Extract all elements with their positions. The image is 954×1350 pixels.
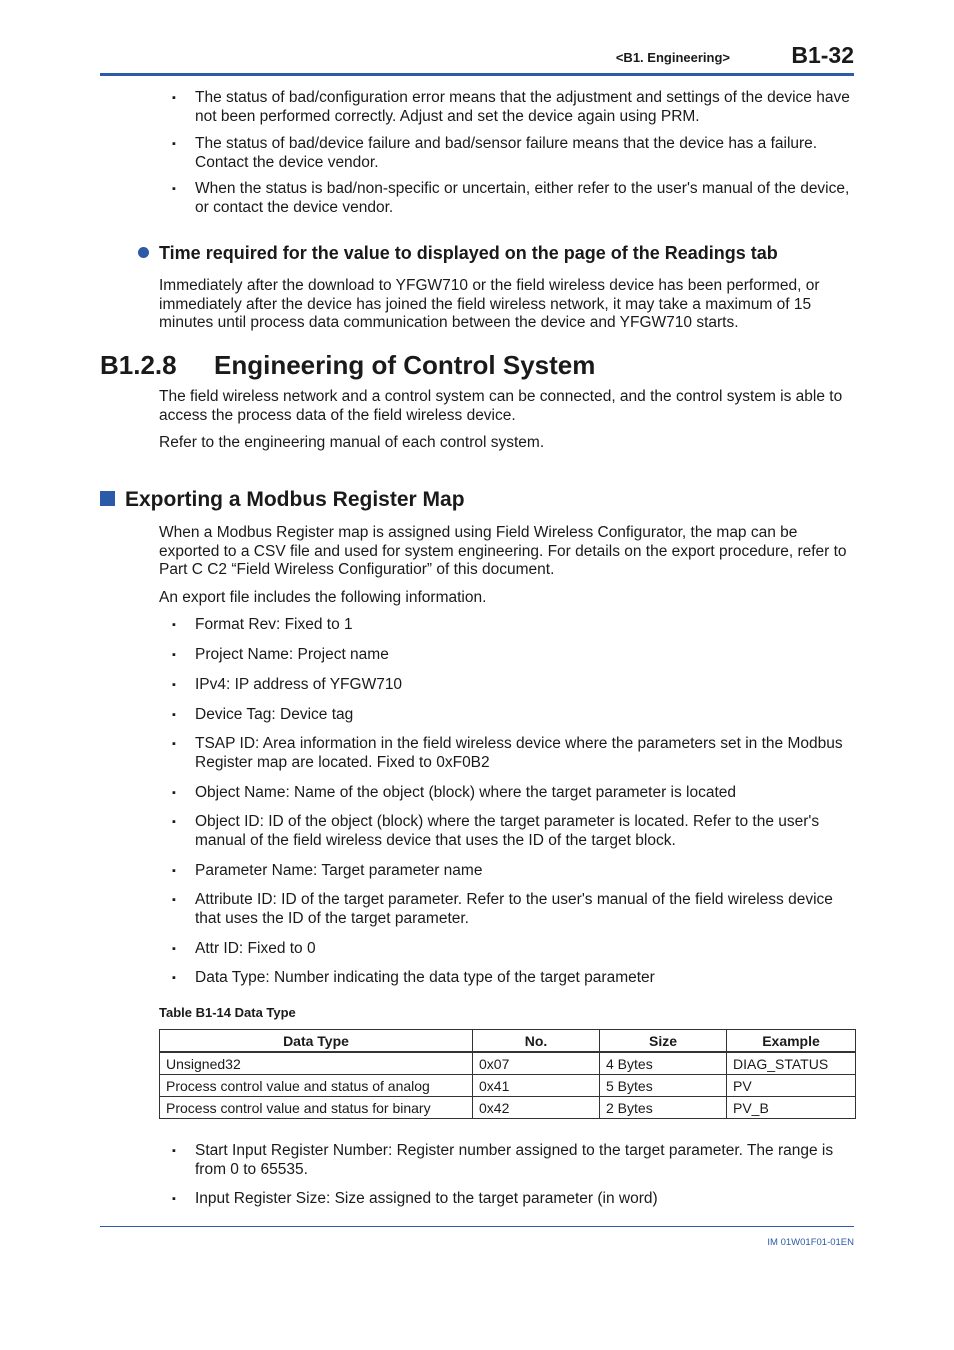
section-heading (100, 350, 595, 381)
bullet-icon: ▪ (172, 894, 176, 906)
readings-heading-text: Time required for the value to displayed on the page of the Readings tab (159, 243, 778, 263)
bullet-icon: ▪ (172, 92, 176, 104)
list-item-text: Attribute ID: ID of the target parameter. Refer to the user's manual of the field wireless device that uses the ID of the target parameter. (195, 891, 833, 927)
section-paragraph: The field wireless network and a control system can be connected, and the control system is able to access the process data of the field wireless device. (159, 388, 843, 424)
list-item-text: Object Name: Name of the object (block) where the target parameter is located (195, 784, 737, 801)
data-type-table (159, 1029, 856, 1119)
list-item-text: IPv4: IP address of YFGW710 (195, 676, 403, 693)
bullet-icon: ▪ (172, 1145, 176, 1157)
list-item-text: Data Type: Number indicating the data type of the target parameter (195, 969, 655, 986)
list-item-text: Format Rev: Fixed to 1 (195, 616, 353, 633)
readings-paragraph: Immediately after the download to YFGW710 or the field wireless device has been performed, or immediately after the device has joined the field wireless network, it may take a maximum of 15 minutes until process data communication between the device and YFGW710 starts. (159, 277, 820, 331)
table-header-row (160, 1030, 856, 1053)
bullet-icon: ▪ (172, 943, 176, 955)
list-item-text: Start Input Register Number: Register number assigned to the target parameter. The range is from 0 to 65535. (195, 1142, 834, 1178)
list-item-text: Input Register Size: Size assigned to the target parameter (in word) (195, 1190, 658, 1207)
column-header: Data Type (160, 1030, 473, 1053)
bullet-icon: ▪ (172, 787, 176, 799)
list-item-text: The status of bad/configuration error means that the adjustment and settings of the device have not been performed correctly. Adjust and set the device again using PRM. (195, 89, 850, 125)
table-cell: 0x41 (473, 1075, 600, 1097)
readings-heading (138, 243, 858, 264)
table-cell: 0x07 (473, 1052, 600, 1075)
export-paragraph: An export file includes the following information. (159, 589, 487, 606)
table-cell: PV_B (727, 1097, 856, 1119)
section-paragraph: Refer to the engineering manual of each control system. (159, 434, 545, 451)
list-item-text: Parameter Name: Target parameter name (195, 862, 483, 879)
header-divider (100, 73, 854, 76)
export-paragraph: When a Modbus Register map is assigned using Field Wireless Configurator, the map can be exported to a CSV file and used for system engineering. For details on the export procedure, refer to Part C C2 “Field Wireless Configuratior” of this document. (159, 524, 847, 578)
table-cell: 5 Bytes (600, 1075, 727, 1097)
list-item-text: When the status is bad/non-specific or uncertain, either refer to the user's manual of the device, or contact the device vendor. (195, 180, 850, 216)
footer-divider (100, 1226, 854, 1227)
list-item-text: TSAP ID: Area information in the field wireless device where the parameters set in the Modbus Register map are located. Fixed to 0xF0B2 (195, 735, 843, 771)
bullet-icon: ▪ (172, 183, 176, 195)
column-header: No. (473, 1030, 600, 1053)
list-item-text: The status of bad/device failure and bad/sensor failure means that the device has a failure. Contact the device vendor. (195, 135, 818, 171)
table-cell: Unsigned32 (160, 1052, 473, 1075)
export-heading (100, 488, 465, 512)
page-number: B1-32 (791, 42, 854, 68)
list-item-text: Project Name: Project name (195, 646, 389, 663)
column-header: Example (727, 1030, 856, 1053)
table-caption: Table B1-14 Data Type (159, 1005, 296, 1020)
bullet-icon: ▪ (172, 679, 176, 691)
table-cell: 2 Bytes (600, 1097, 727, 1119)
table-cell: PV (727, 1075, 856, 1097)
header-section-title: <B1. Engineering> (615, 50, 730, 65)
square-bullet-icon (100, 491, 115, 506)
bullet-icon: ▪ (172, 1193, 176, 1205)
page-header (100, 42, 854, 72)
list-item-text: Object ID: ID of the object (block) where the target parameter is located. Refer to the user's manual of the field wireless device that uses the ID of the target block. (195, 813, 820, 849)
section-title: Engineering of Control System (214, 350, 596, 380)
circle-bullet-icon (138, 247, 149, 258)
bullet-icon: ▪ (172, 738, 176, 750)
section-number: B1.2.8 (100, 350, 177, 380)
column-header: Size (600, 1030, 727, 1053)
bullet-icon: ▪ (172, 816, 176, 828)
table-cell: 4 Bytes (600, 1052, 727, 1075)
bullet-icon: ▪ (172, 619, 176, 631)
bullet-icon: ▪ (172, 649, 176, 661)
table-cell: 0x42 (473, 1097, 600, 1119)
table-row (160, 1097, 856, 1119)
list-item-text: Attr ID: Fixed to 0 (195, 940, 316, 957)
list-item-text: Device Tag: Device tag (195, 706, 354, 723)
bullet-icon: ▪ (172, 138, 176, 150)
table-cell: Process control value and status for binary (160, 1097, 473, 1119)
document-number: IM 01W01F01-01EN (767, 1237, 854, 1248)
bullet-icon: ▪ (172, 865, 176, 877)
bullet-icon: ▪ (172, 709, 176, 721)
table-cell: DIAG_STATUS (727, 1052, 856, 1075)
table-row (160, 1075, 856, 1097)
export-heading-text: Exporting a Modbus Register Map (125, 488, 465, 511)
bullet-icon: ▪ (172, 972, 176, 984)
table-cell: Process control value and status of analog (160, 1075, 473, 1097)
table-row (160, 1052, 856, 1075)
